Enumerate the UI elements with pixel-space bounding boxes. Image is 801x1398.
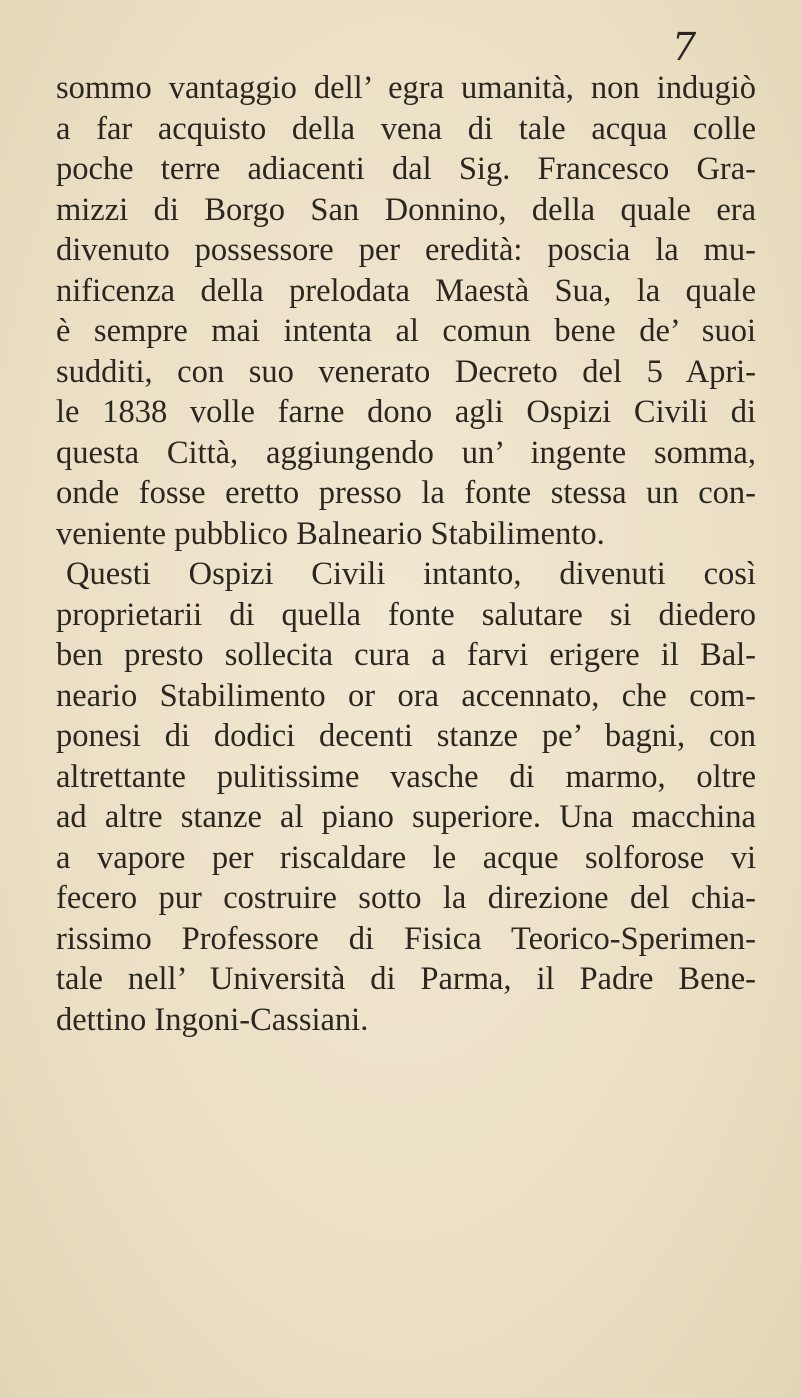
text-line: altrettante pulitissime vasche di marmo, oltre	[56, 758, 756, 795]
text-line: proprietarii di quella fonte salutare si diedero	[56, 596, 756, 633]
text-line: neario Stabilimento or ora accennato, che com-	[56, 677, 756, 714]
text-line: le 1838 volle farne dono agli Ospizi Civili di	[56, 394, 756, 430]
text-line: nificenza della prelodata Maestà Sua, la quale	[56, 272, 756, 309]
text-line: a vapore per riscaldare le acque solforose vi	[56, 839, 756, 876]
text-line: poche terre adiacenti dal Sig. Francesco Gra-	[56, 151, 756, 187]
text-line: tale nell’ Università di Parma, il Padre Bene-	[56, 961, 756, 997]
text-line: ben presto sollecita cura a farvi erigere il Bal-	[56, 637, 756, 673]
page-number: 7	[672, 25, 697, 69]
text-line: è sempre mai intenta al comun bene de’ suoi	[56, 313, 756, 349]
text-line: ad altre stanze al piano superiore. Una macchina	[56, 799, 756, 835]
text-line: sudditi, con suo venerato Decreto del 5 Apri-	[56, 353, 756, 390]
text-line: mizzi di Borgo San Donnino, della quale era	[56, 191, 756, 228]
text-line: dettino Ingoni-Cassiani.	[56, 1001, 369, 1038]
text-line: rissimo Professore di Fisica Teorico-Sperimen-	[56, 920, 756, 957]
text-line: onde fosse eretto presso la fonte stessa un con-	[56, 475, 756, 511]
text-line: sommo vantaggio dell’ egra umanità, non indugiò	[56, 70, 756, 106]
text-line: divenuto possessore per eredità: poscia la mu-	[56, 232, 756, 268]
text-line: ponesi di dodici decenti stanze pe’ bagni, con	[56, 718, 756, 754]
text-line: veniente pubblico Balneario Stabilimento.	[56, 515, 605, 552]
text-line: fecero pur costruire sotto la direzione del chia-	[56, 880, 756, 916]
paragraph-start-line: Questi Ospizi Civili intanto, divenuti così	[66, 556, 756, 592]
text-line: questa Città, aggiungendo un’ ingente somma,	[56, 434, 756, 471]
body-text	[56, 68, 756, 1040]
text-line: a far acquisto della vena di tale acqua colle	[56, 110, 756, 147]
